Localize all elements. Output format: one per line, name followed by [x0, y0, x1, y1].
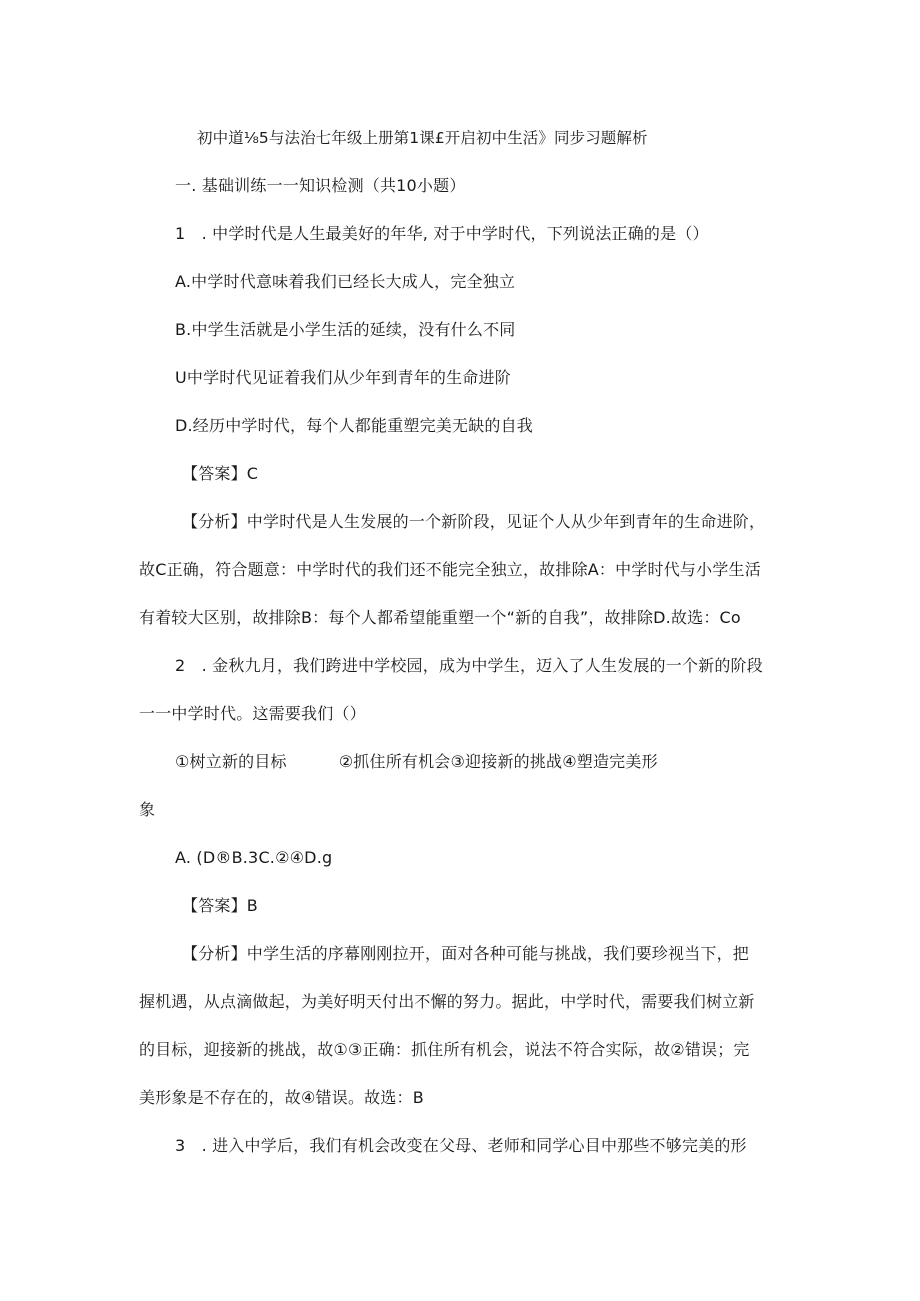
- question-1-option-c: U中学时代见证着我们从少年到青年的生命进阶: [175, 368, 511, 387]
- question-2-options: A. (D®B.3C.②④D.g: [175, 848, 333, 867]
- question-1-analysis-line: 有着较大区别，故排除B：每个人都希望能重塑一个“新的自我”，故排除D.故选：Co: [139, 608, 741, 627]
- document-title: 初中道⅛5与法治七年级上册第1课£开启初中生活》同步习题解析: [197, 129, 648, 147]
- question-2-items-wrap: 象: [139, 800, 156, 819]
- question-2-analysis-line: 握机遇，从点滴做起，为美好明天付出不懈的努力。据此，中学时代，需要我们树立新: [139, 992, 755, 1011]
- question-2-answer: 【答案】B: [182, 896, 258, 915]
- question-2-items-2-4: ②抓住所有机会③迎接新的挑战④塑造完美形: [338, 752, 658, 771]
- question-2-analysis-line: 美形象是不存在的，故④错误。故选：B: [139, 1088, 424, 1107]
- question-1-option-a: A.中学时代意味着我们已经长大成人，完全独立: [175, 272, 516, 291]
- question-3-stem: 3 . 进入中学后，我们有机会改变在父母、老师和同学心目中那些不够完美的形: [175, 1136, 747, 1155]
- question-1-stem: 1 . 中学时代是人生最美好的年华, 对于中学时代，下列说法正确的是（）: [175, 224, 709, 243]
- question-2-item-1: ①树立新的目标: [175, 752, 287, 771]
- question-2-analysis-line: 的目标，迎接新的挑战，故①③正确：抓住所有机会，说法不符合实际，故②错误；完: [139, 1040, 750, 1059]
- question-1-answer: 【答案】C: [182, 464, 259, 483]
- question-2-analysis-line: 【分析】中学生活的序幕刚刚拉开，面对各种可能与挑战，我们要珍视当下，把: [182, 944, 750, 963]
- section-heading: 一. 基础训练一一知识检测（共10小题）: [175, 176, 466, 195]
- question-2-stem-continued: 一一中学时代。这需要我们（）: [139, 704, 366, 723]
- question-1-analysis-line: 【分析】中学时代是人生发展的一个新阶段，见证个人从少年到青年的生命进阶，: [182, 512, 766, 531]
- question-1-analysis-line: 故C正确，符合题意：中学时代的我们还不能完全独立，故排除A：中学时代与小学生活: [139, 560, 761, 579]
- question-1-option-d: D.经历中学时代，每个人都能重塑完美无缺的自我: [175, 416, 534, 435]
- question-2-stem: 2 . 金秋九月，我们跨进中学校园，成为中学生，迈入了人生发展的一个新的阶段: [175, 656, 763, 675]
- question-1-option-b: B.中学生活就是小学生活的延续，没有什么不同: [175, 320, 516, 339]
- question-2-items: [175, 752, 658, 772]
